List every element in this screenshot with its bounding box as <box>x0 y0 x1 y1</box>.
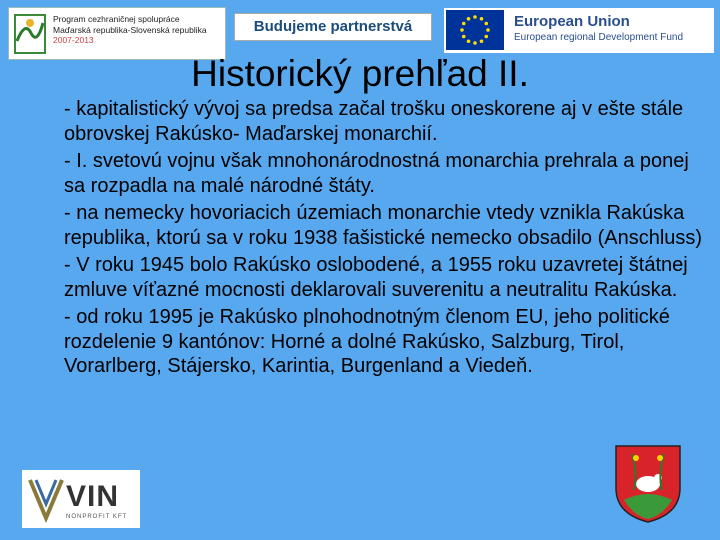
vin-subtitle: NONPROFIT KFT <box>66 514 128 520</box>
eu-star-icon <box>473 41 477 45</box>
partnership-text: Budujeme partnerstvá <box>253 18 413 35</box>
eu-logo <box>444 8 714 53</box>
vin-logo <box>22 470 140 528</box>
eu-star-icon <box>480 39 484 43</box>
coat-of-arms <box>614 444 682 524</box>
slide-title: Historický prehľad II. <box>191 53 529 94</box>
eu-star-icon <box>462 35 466 39</box>
eu-star-icon <box>484 35 488 39</box>
eu-star-icon <box>484 22 488 26</box>
eu-star-icon <box>467 39 471 43</box>
paragraph-3: - na nemecky hovoriacich územiach monarchie vtedy vznikla Rakúska republika, ktorú sa v roku 1938 fašistické nemecko obsadilo (Anschluss) <box>64 202 703 249</box>
eu-star-icon <box>467 17 471 21</box>
eu-star-icon <box>462 22 466 26</box>
eu-subtitle: European regional Development Fund <box>514 32 683 43</box>
vin-emblem-icon <box>26 472 66 526</box>
paragraph-1: - kapitalistický vývoj sa predsa začal trošku oneskorene aj v ešte stále obrovskej Rakúsko- Maďarskej monarchií. <box>64 98 684 145</box>
partnership-logo <box>234 13 432 41</box>
paragraph-2: - I. svetovú vojnu však mnohonárodnostná monarchia prehrala a ponej sa rozpadla na malé národné štáty. <box>64 150 689 197</box>
slide-body <box>64 97 704 382</box>
eu-flag-icon <box>446 10 504 50</box>
eu-star-icon <box>480 17 484 21</box>
program-emblem-icon <box>13 11 49 57</box>
coat-of-arms-icon <box>614 444 682 524</box>
program-years: 2007-2013 <box>53 35 94 45</box>
eu-title: European Union <box>514 13 630 30</box>
vin-name: VIN <box>66 480 120 513</box>
eu-star-icon <box>473 15 477 19</box>
paragraph-4: - V roku 1945 bolo Rakúsko oslobodené, a 1955 roku uzavretej štátnej zmluve víťazné mocnosti deklarovali suverenitu a neutralitu Rakúska. <box>64 254 688 301</box>
program-line2: Maďarská republika-Slovenská republika <box>53 24 207 35</box>
program-line1: Program cezhraničnej spolupráce <box>53 14 180 24</box>
eu-star-icon <box>460 28 464 32</box>
eu-star-icon <box>486 28 490 32</box>
paragraph-5: - od roku 1995 je Rakúsko plnohodnotným členom EU, jeho politické rozdelenie 9 kantónov: Horné a dolné Rakúsko, Salzburg, Tirol, Vorarlberg, Stájersko, Karintia, Burgenland a Viedeň. <box>64 306 670 377</box>
